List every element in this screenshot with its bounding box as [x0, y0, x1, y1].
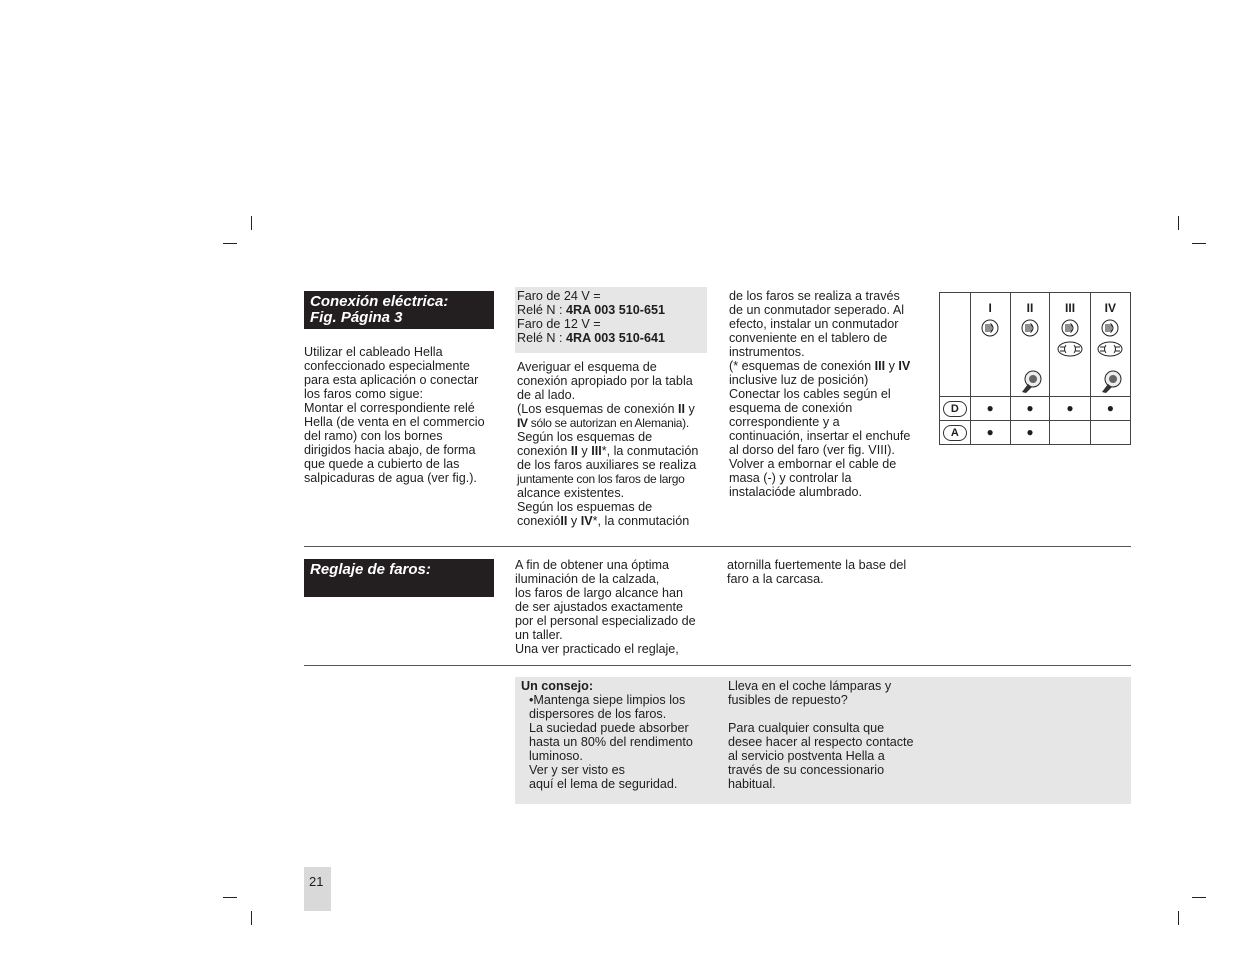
text-line: de un conmutador seperado. Al: [729, 303, 905, 317]
column-label: III: [1065, 301, 1076, 315]
text-line: desee hacer al respecto contacte: [728, 735, 914, 749]
text-line: salpicaduras de agua (ver fig.).: [304, 471, 477, 485]
high-beam-icon: [1021, 319, 1039, 337]
section-heading-adjustment: [304, 559, 494, 597]
text-line: confeccionado especialmente: [304, 359, 470, 373]
table-corner-cell: [940, 293, 971, 397]
table-cell: ●: [1090, 397, 1130, 421]
text-line: Montar el correspondiente relé: [304, 401, 475, 415]
text-line: La suciedad puede absorber: [529, 721, 689, 735]
text-line: Lleva en el coche lámparas y: [728, 679, 892, 693]
heading-line: Reglaje de faros:: [310, 561, 431, 578]
adjustment-text: [515, 558, 715, 656]
scheme-column-iv: [1090, 293, 1130, 397]
text-line: Averiguar el esquema de: [517, 360, 657, 374]
switch-knob-icon: [1018, 368, 1044, 394]
text-line: esquema de conexión: [729, 401, 853, 415]
crop-mark: [1178, 216, 1179, 230]
text-line: dispersores de los faros.: [529, 707, 667, 721]
page-number-tab: [304, 867, 331, 911]
table-row: [940, 293, 1131, 397]
row-label-d: D: [943, 401, 967, 417]
page-number: 21: [309, 874, 324, 889]
table-cell: [1090, 421, 1130, 445]
heading-line-2: Fig. Página 3: [310, 309, 403, 326]
text-line: correspondiente y a: [729, 415, 840, 429]
table-cell: [1050, 421, 1090, 445]
high-beam-icon: [1061, 319, 1079, 337]
text-line: atornilla fuertemente la base del: [727, 558, 907, 572]
crop-mark: [1178, 911, 1179, 925]
text-line: conexión apropiado por la tabla: [517, 374, 693, 388]
text-line: del ramo) con los bornes: [304, 429, 443, 443]
text-line: Para cualquier consulta que: [728, 721, 885, 735]
scheme-column-i: [970, 293, 1010, 397]
wiring-scheme-text: [517, 360, 717, 528]
text-line: un taller.: [515, 628, 563, 642]
high-beam-icon: [1101, 319, 1119, 337]
text-line: conexióII y IV*, la conmutación: [517, 514, 690, 528]
table-row: [940, 397, 1131, 421]
text-line: iluminación de la calzada,: [515, 572, 660, 586]
spare-parts-text: [728, 679, 933, 791]
tip-title: Un consejo:: [521, 679, 594, 693]
text-line: faro a la carcasa.: [727, 572, 824, 586]
table-cell: ●: [1050, 397, 1090, 421]
adjustment-text-continued: [727, 558, 927, 586]
column-label: I: [988, 301, 992, 315]
crop-mark: [1192, 897, 1206, 898]
spacer: [728, 707, 933, 721]
text-line: aquí el lema de seguridad.: [529, 777, 678, 791]
text-line: Según los esquemas de: [517, 430, 653, 444]
text-line: Utilizar el cableado Hella: [304, 345, 443, 359]
text-line: de los faros auxiliares se realiza: [517, 458, 697, 472]
text-line: al servicio postventa Hella a: [728, 749, 885, 763]
text-line: fusibles de repuesto?: [728, 693, 848, 707]
section-heading-electrical: [304, 291, 494, 329]
row-label-cell: [940, 397, 971, 421]
crop-mark: [251, 216, 252, 230]
text-line: Faro de 12 V =: [517, 317, 601, 331]
scheme-column-iii: [1050, 293, 1090, 397]
text-line: de los faros se realiza a través: [729, 289, 900, 303]
text-line: dirigidos hacia abajo, de forma: [304, 443, 476, 457]
text-line: los faros de largo alcance han: [515, 586, 684, 600]
table-cell: ●: [970, 421, 1010, 445]
text-line: Conectar los cables según el: [729, 387, 891, 401]
text-line: de ser ajustados exactamente: [515, 600, 684, 614]
text-line: Faro de 24 V =: [517, 289, 601, 303]
text-line: habitual.: [728, 777, 776, 791]
tip-text: [521, 679, 721, 791]
text-line: juntamente con los faros de largo: [517, 472, 685, 486]
text-line: instrumentos.: [729, 345, 805, 359]
position-light-icon: [1097, 341, 1123, 357]
text-line: hasta un 80% del rendimento: [529, 735, 693, 749]
crop-mark: [223, 897, 237, 898]
relay-info-text: [517, 289, 707, 345]
text-line: Una ver practicado el reglaje,: [515, 642, 679, 656]
crop-mark: [251, 911, 252, 925]
text-line: (Los esquemas de conexión II y: [517, 402, 695, 416]
row-label-cell: [940, 421, 971, 445]
column-label: IV: [1104, 301, 1117, 315]
text-line: •Mantenga siepe limpios los: [529, 693, 686, 707]
table-row: [940, 421, 1131, 445]
text-line: continuación, insertar el enchufe: [729, 429, 911, 443]
text-line: por el personal especializado de: [515, 614, 696, 628]
section-divider: [304, 665, 1131, 666]
text-line: conexión II y III*, la conmutación: [517, 444, 699, 458]
text-line: Relé N : 4RA 003 510-651: [517, 303, 665, 317]
table-cell: ●: [970, 397, 1010, 421]
high-beam-icon: [981, 319, 999, 337]
electrical-intro-text: [304, 345, 504, 485]
text-line: Relé N : 4RA 003 510-641: [517, 331, 665, 345]
text-line: Hella (de venta en el commercio: [304, 415, 485, 429]
text-line: que quede a cubierto de las: [304, 457, 460, 471]
text-line: inclusive luz de posición): [729, 373, 869, 387]
wiring-scheme-table: [939, 292, 1131, 445]
text-line: alcance existentes.: [517, 486, 625, 500]
text-line: para esta aplicación o conectar: [304, 373, 479, 387]
text-line: Volver a embornar el cable de: [729, 457, 897, 471]
column-label: II: [1026, 301, 1034, 315]
text-line: efecto, instalar un conmutador: [729, 317, 899, 331]
heading-line-1: Conexión eléctrica:: [310, 293, 449, 310]
row-label-a: A: [943, 425, 967, 441]
text-line: IV sólo se autorizan en Alemania).: [517, 416, 689, 430]
text-line: Según los espuemas de: [517, 500, 653, 514]
text-line: de al lado.: [517, 388, 576, 402]
crop-mark: [223, 243, 237, 244]
text-line: conveniente en el tablero de: [729, 331, 888, 345]
text-line: luminoso.: [529, 749, 583, 763]
text-line: al dorso del faro (ver fig. VIII).: [729, 443, 895, 457]
text-line: través de su concessionario: [728, 763, 885, 777]
relay-code-12v: 4RA 003 510-641: [566, 331, 665, 345]
table-cell: ●: [1010, 421, 1050, 445]
text-line: (* esquemas de conexión III y IV: [729, 359, 911, 373]
position-light-icon: [1057, 341, 1083, 357]
crop-mark: [1192, 243, 1206, 244]
text-line: Ver y ser visto es: [529, 763, 625, 777]
relay-code-24v: 4RA 003 510-651: [566, 303, 665, 317]
text-line: masa (-) y controlar la: [729, 471, 852, 485]
text-line: A fin de obtener una óptima: [515, 558, 670, 572]
switch-knob-icon: [1098, 368, 1124, 394]
section-divider: [304, 546, 1131, 547]
text-line: instalacióde alumbrado.: [729, 485, 863, 499]
text-line: los faros como sigue:: [304, 387, 423, 401]
scheme-column-ii: [1010, 293, 1050, 397]
switch-installation-text: [729, 289, 929, 499]
table-cell: ●: [1010, 397, 1050, 421]
